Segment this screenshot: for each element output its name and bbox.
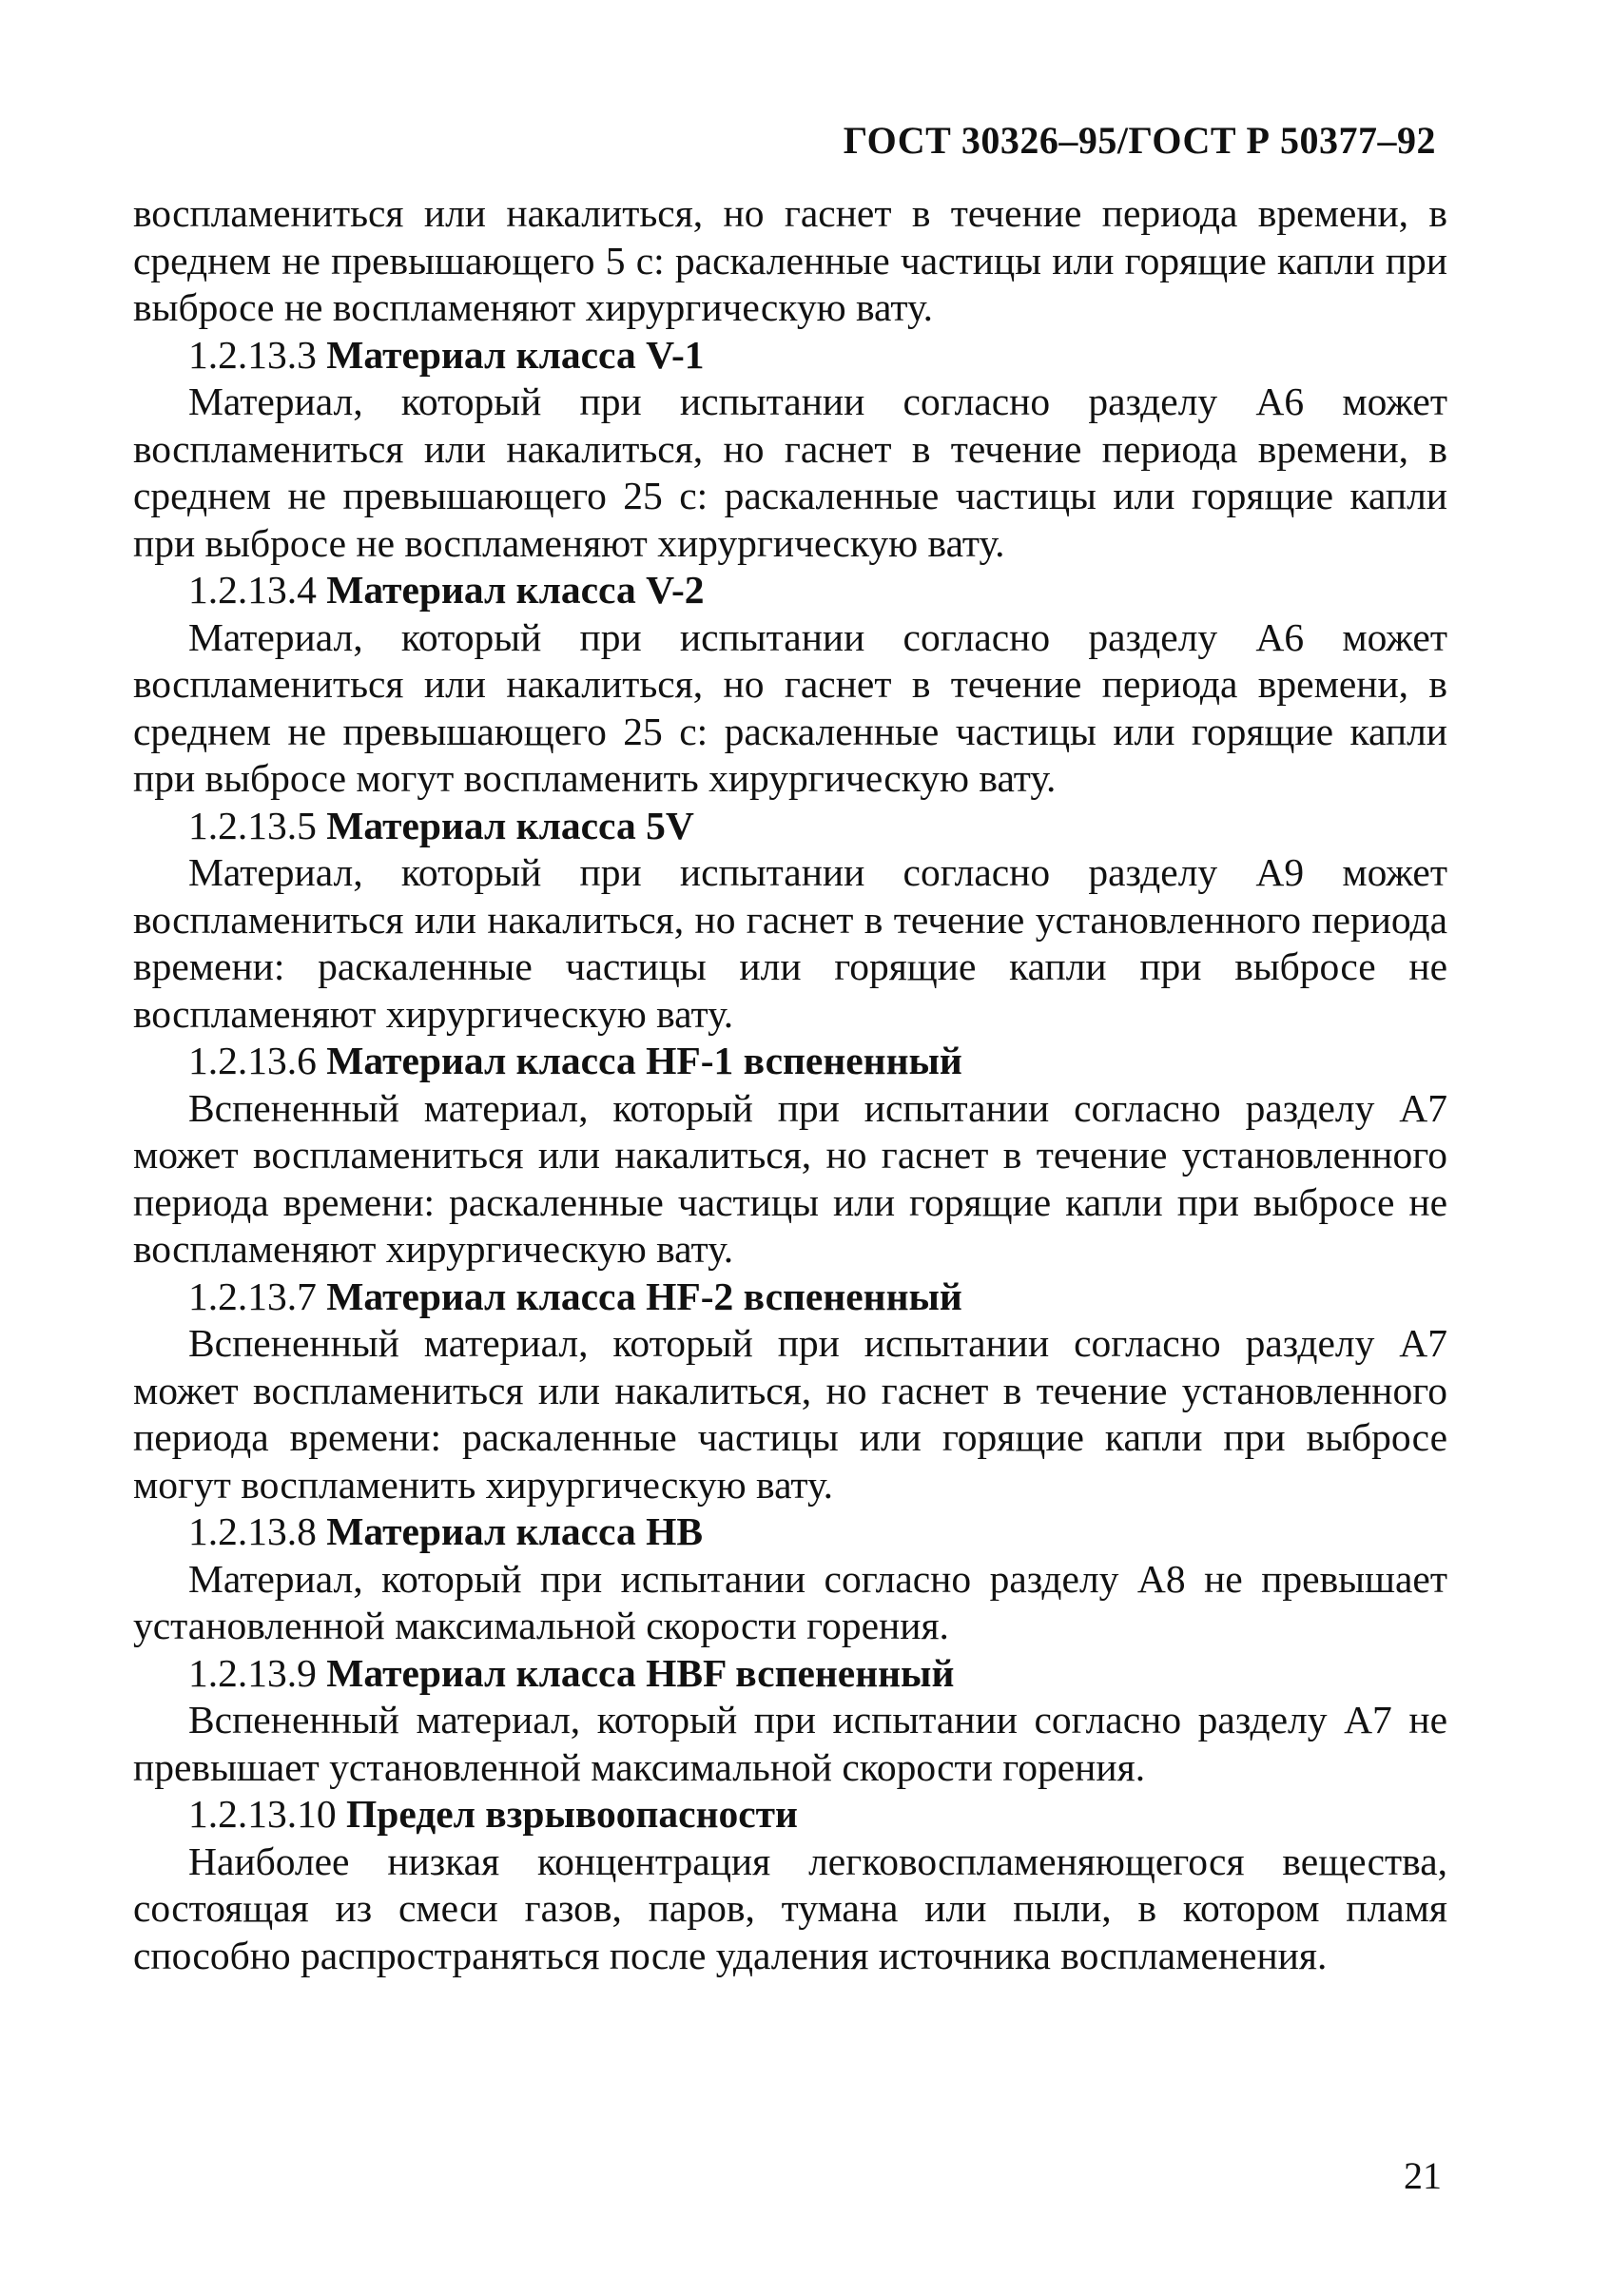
section-title: Материал класса HF-1 вспененный (326, 1039, 962, 1082)
section-number: 1.2.13.8 (188, 1509, 317, 1553)
section-title: Материал класса HB (326, 1509, 704, 1553)
section-title: Материал класса HBF вспененный (326, 1650, 955, 1695)
paragraph: Вспененный материал, который при испытании согласно разделу А7 может воспламениться или накалиться, но гаснет в течение установленного периода времени: раскаленные частицы или горящие капли при выбросе могут воспламенить хирургическую вату. (133, 1321, 1447, 1507)
paragraph: Материал, который при испытании согласно разделу А6 может воспламениться или накалиться, но гаснет в течение периода времени, в среднем не превышающего 25 с: раскаленные частицы или горящие капли при выбросе не воспламеняют хирургическую вату. (133, 379, 1447, 565)
paragraph: Наиболее низкая концентрация легковоспламеняющегося вещества, состоящая из смеси газов, паров, тумана или пыли, в котором пламя способно распространяться после удаления источника воспламенения. (133, 1839, 1447, 1977)
section-heading (133, 1274, 1447, 1321)
section-number: 1.2.13.9 (188, 1650, 317, 1695)
section-heading (133, 1508, 1447, 1556)
section-heading (133, 332, 1447, 379)
section-title: Материал класса V-1 (326, 332, 705, 377)
section-heading (133, 803, 1447, 850)
section-number: 1.2.13.3 (188, 332, 317, 377)
section-heading (133, 567, 1447, 614)
section-number: 1.2.13.5 (188, 803, 317, 847)
paragraph: Материал, который при испытании согласно разделу А9 может воспламениться или накалиться, но гаснет в течение установленного периода времени: раскаленные частицы или горящие капли при выбросе не воспламеняют хирургическую вату. (133, 850, 1447, 1036)
section-number: 1.2.13.6 (188, 1039, 317, 1082)
section-heading (133, 1791, 1447, 1839)
paragraph: Вспененный материал, который при испытании согласно разделу А7 не превышает установленной максимальной скорости горения. (133, 1698, 1447, 1789)
section-heading (133, 1650, 1447, 1698)
document-header: ГОСТ 30326–95/ГОСТ Р 50377–92 (843, 119, 1436, 162)
paragraph: Материал, который при испытании согласно разделу А8 не превышает установленной максимальной скорости горения. (133, 1556, 1447, 1647)
section-number: 1.2.13.4 (188, 568, 317, 612)
paragraph: воспламениться или накалиться, но гаснет в течение периода времени, в среднем не превышающего 5 с: раскаленные частицы или горящие капли при выбросе не воспламеняют хирургическую вату. (133, 191, 1447, 329)
document-body (133, 190, 1447, 1979)
paragraph: Вспененный материал, который при испытании согласно разделу А7 может воспламениться или накалиться, но гаснет в течение установленного периода времени: раскаленные частицы или горящие капли при выбросе не воспламеняют хирургическую вату. (133, 1085, 1447, 1271)
section-title: Предел взрывоопасности (346, 1792, 798, 1836)
section-title: Материал класса HF-2 вспененный (326, 1274, 962, 1318)
section-title: Материал класса 5V (326, 803, 694, 847)
paragraph: Материал, который при испытании согласно разделу А6 может воспламениться или накалиться, но гаснет в течение периода времени, в среднем не превышающего 25 с: раскаленные частицы или горящие капли при выбросе могут воспламенить хирургическую вату. (133, 614, 1447, 800)
page-number: 21 (1404, 2154, 1442, 2197)
section-heading (133, 1038, 1447, 1085)
section-number: 1.2.13.10 (188, 1792, 337, 1836)
section-number: 1.2.13.7 (188, 1274, 317, 1318)
section-title: Материал класса V-2 (326, 568, 705, 612)
